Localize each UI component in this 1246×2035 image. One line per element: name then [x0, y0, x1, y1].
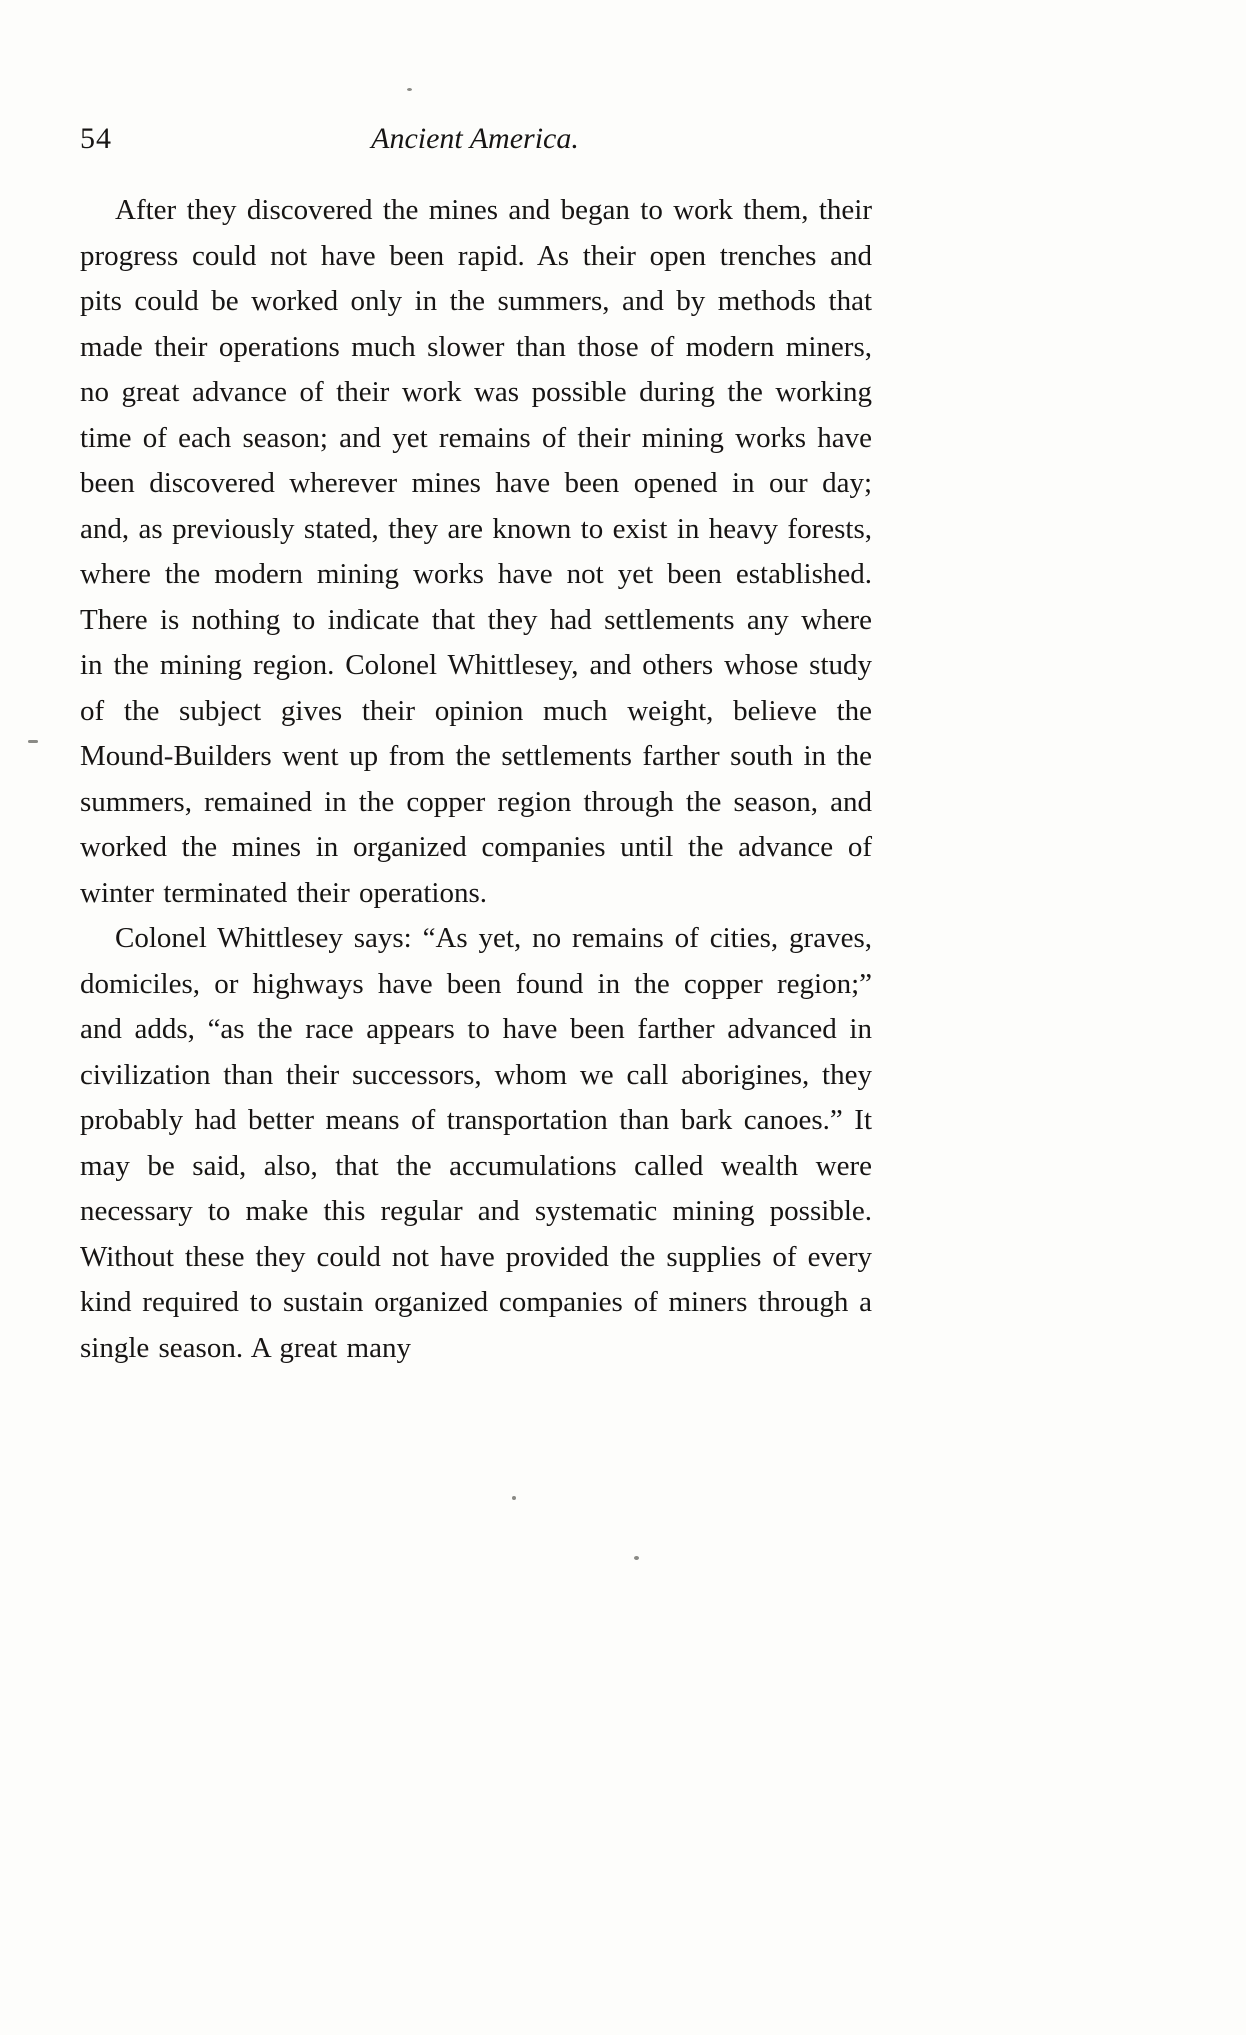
running-head-title: Ancient America. — [371, 122, 579, 155]
paragraph-1: After they discovered the mines and began to work them, their progress could not have been rapid. As their open trenches and pits could be worked only in the summers, and by methods that made their operations much slower than those of modern miners, no great advance of their work was possible during the working time of each season; and yet remains of their mining works have been discovered wherever mines have been opened in our day; and, as previously stated, they are known to exist in heavy forests, where the modern mining works have not yet been established. There is nothing to indicate that they had settlements any where in the mining region. Colonel Whittlesey, and others whose study of the subject gives their opinion much weight, believe the Mound-Builders went up from the settlements farther south in the summers, remained in the copper region through the season, and worked the mines in organized companies until the advance of winter terminated their operations. — [80, 194, 872, 909]
scan-speck — [512, 1496, 516, 1500]
page-body — [80, 188, 872, 1371]
paragraph-2: Colonel Whittlesey says: “As yet, no remains of cities, graves, domiciles, or highways have been found in the copper region;” and adds, “as the race appears to have been farther advanced in civilization than their successors, whom we call aborigines, they probably had better means of transportation than bark canoes.” It may be said, also, that the accumulations called wealth were necessary to make this regular and systematic mining possible. Without these they could not have provided the supplies of every kind required to sustain organized companies of miners through a single season. A great many — [80, 922, 872, 1364]
running-header — [80, 122, 870, 166]
scan-speck — [407, 88, 412, 91]
scan-speck — [634, 1556, 639, 1560]
page-number: 54 — [80, 122, 112, 155]
scan-speck — [28, 740, 38, 743]
